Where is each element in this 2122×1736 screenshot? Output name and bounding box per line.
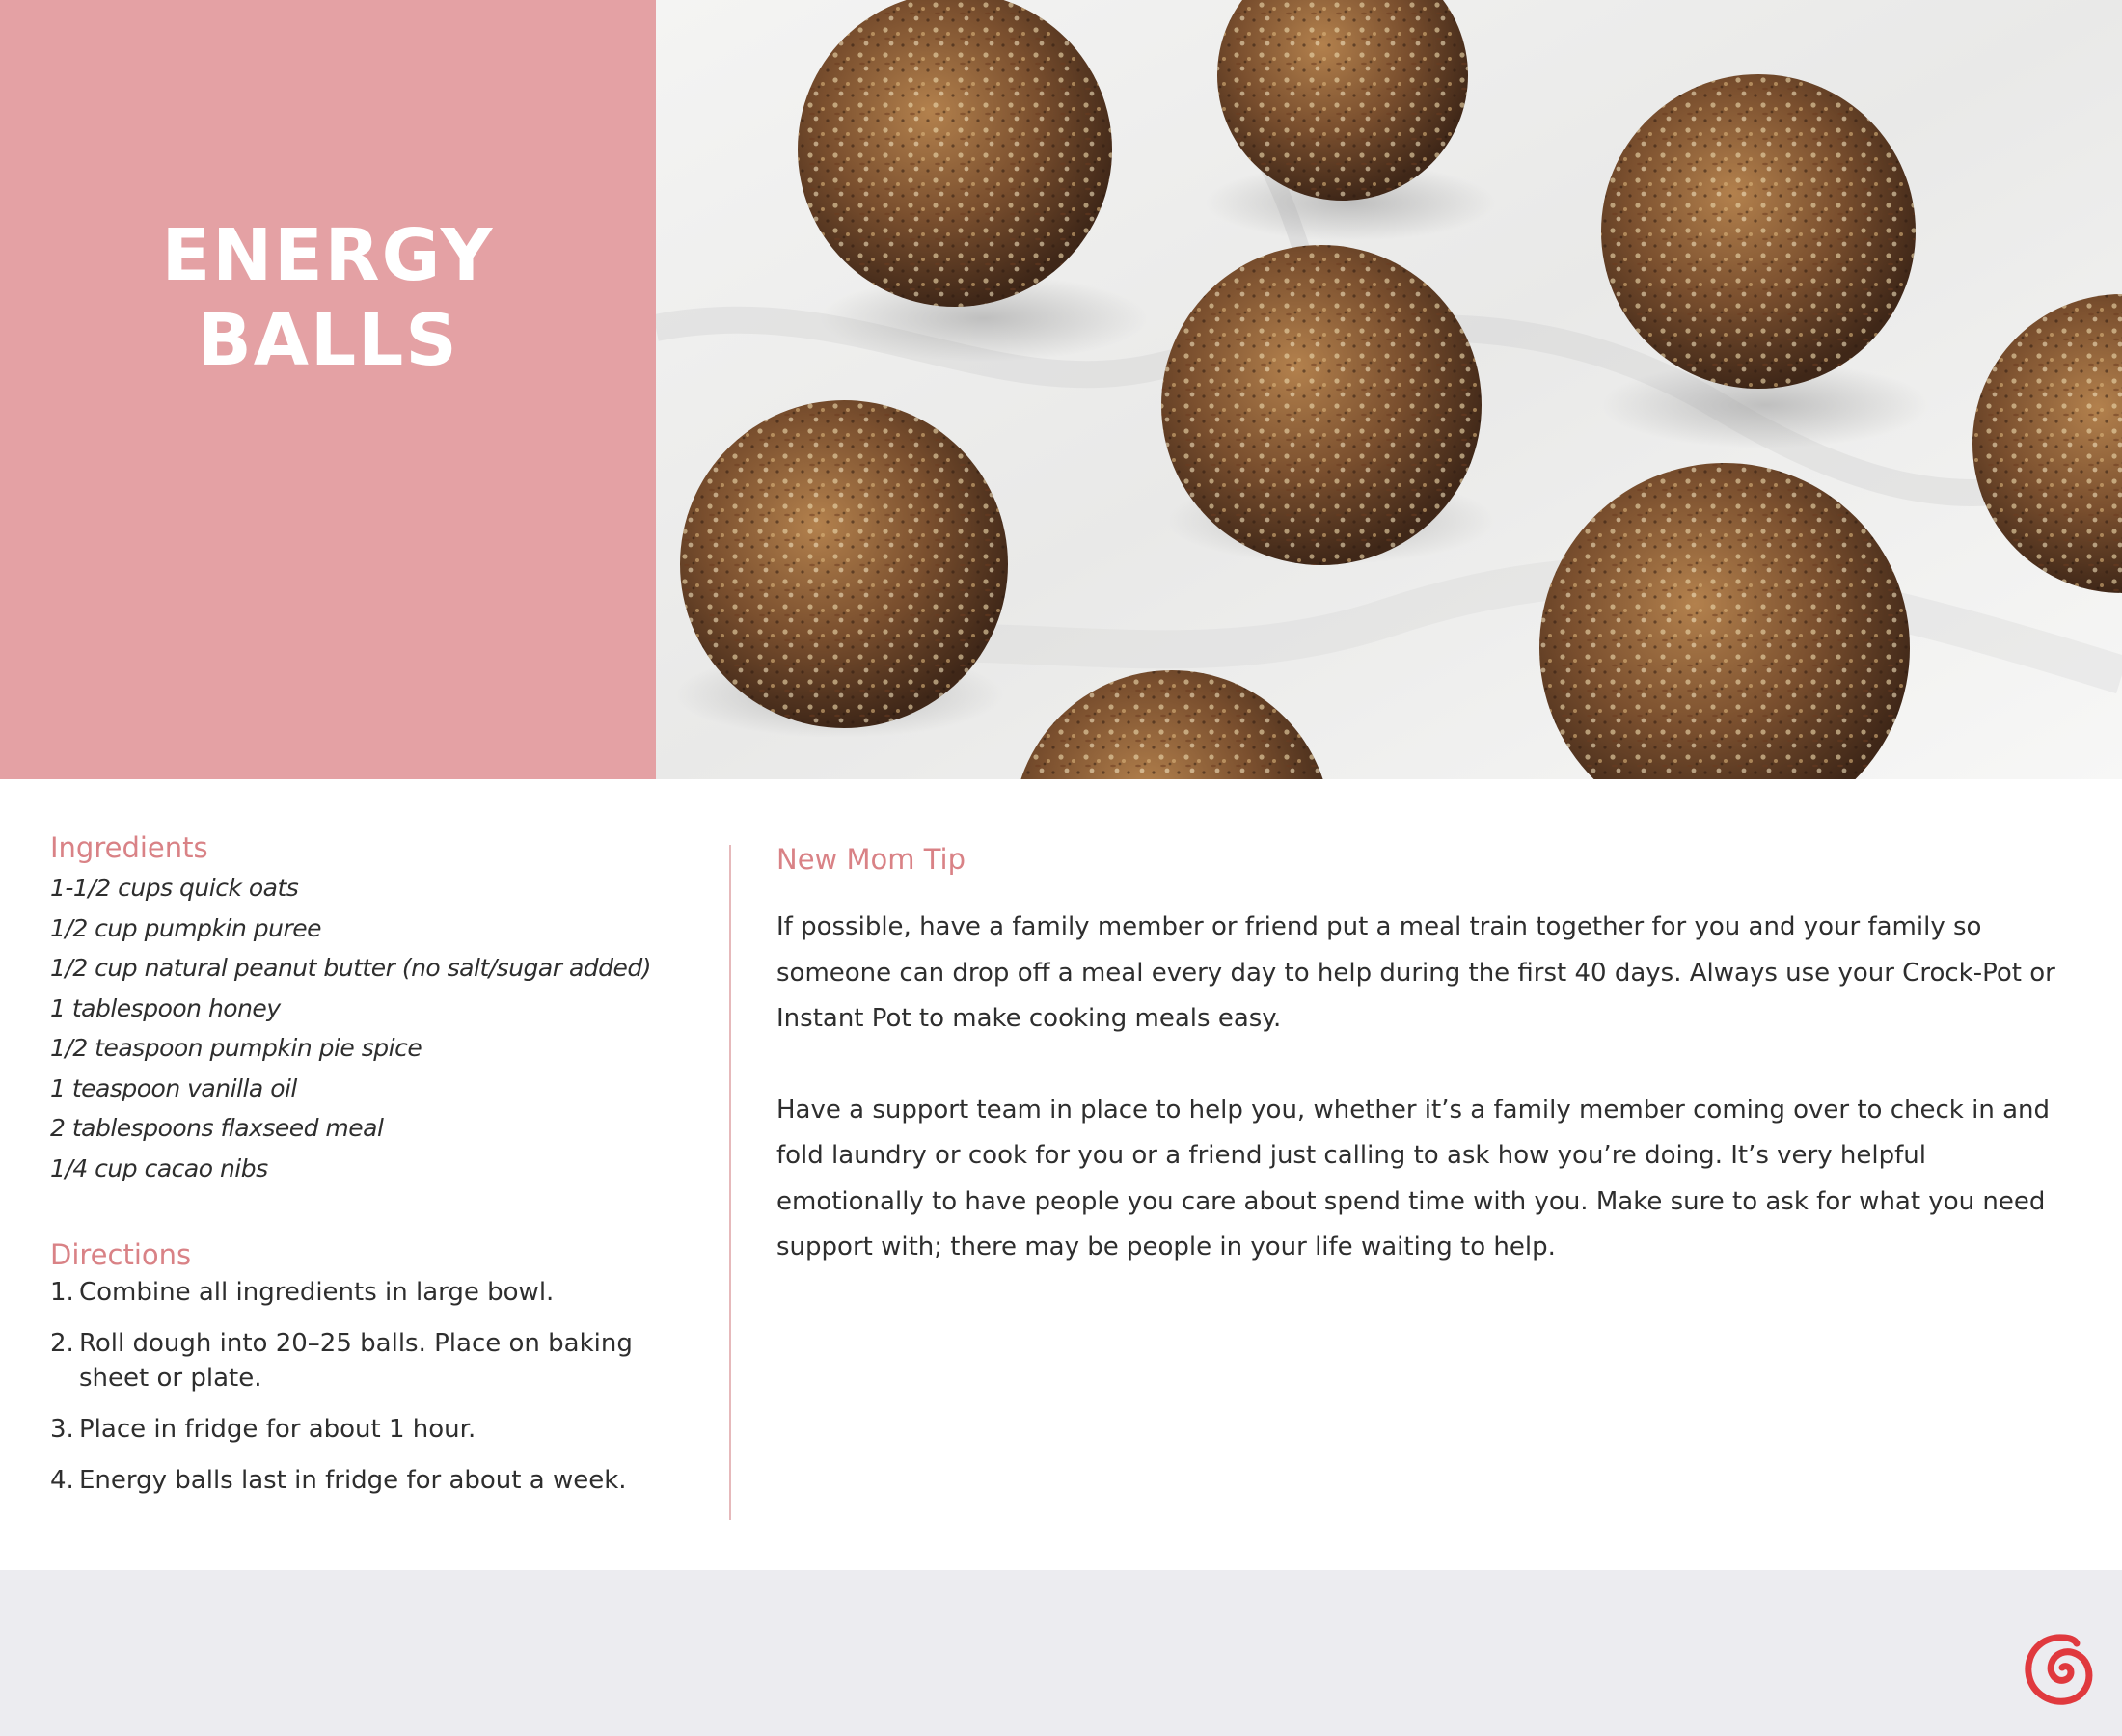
- step-text: Place in fridge for about 1 hour.: [79, 1415, 476, 1444]
- ingredient-item: 1/4 cup cacao nibs: [50, 1153, 268, 1182]
- right-column: [776, 843, 2069, 1316]
- step-number: 3.: [50, 1415, 74, 1444]
- directions-heading: Directions: [50, 1238, 192, 1271]
- energy-ball: [1161, 245, 1482, 565]
- step-text: Roll dough into 20–25 balls. Place on baking sheet or plate.: [79, 1329, 633, 1393]
- ingredient-item: 1/2 cup pumpkin puree: [50, 913, 321, 942]
- step-number: 2.: [50, 1329, 74, 1358]
- ingredients-heading: Ingredients: [50, 831, 208, 864]
- direction-step: [50, 1412, 667, 1447]
- column-divider: [729, 845, 731, 1520]
- step-number: 1.: [50, 1278, 74, 1307]
- directions-list: [50, 1275, 667, 1498]
- energy-ball: [680, 400, 1008, 728]
- left-column: [50, 831, 667, 1514]
- swirl-logo-icon: [2021, 1632, 2098, 1709]
- step-text: Energy balls last in fridge for about a week.: [79, 1466, 627, 1495]
- direction-step: [50, 1275, 667, 1310]
- recipe-title: [162, 213, 495, 383]
- energy-balls-photo: [656, 0, 2122, 779]
- recipe-title-line-2: BALLS: [197, 299, 459, 382]
- tip-heading: New Mom Tip: [776, 843, 966, 876]
- tip-paragraph: If possible, have a family member or friend put a meal train together for you and your family so someone can drop off a meal every day to help during the first 40 days. Always use your Crock-Pot or Instant Pot to make cooking meals easy.: [776, 912, 2055, 1033]
- tip-paragraph: Have a support team in place to help you, whether it’s a family member coming over to check in and fold laundry or cook for you or a friend just calling to ask how you’re doing. It’s very helpful emotionally to have people you care about spend time with you. Make sure to ask for what you need support with; there may be people in your life waiting to help.: [776, 1095, 2050, 1261]
- step-text: Combine all ingredients in large bowl.: [79, 1278, 555, 1307]
- ingredient-item: 2 tablespoons flaxseed meal: [50, 1114, 384, 1142]
- title-block: [0, 0, 656, 779]
- ingredient-item: 1-1/2 cups quick oats: [50, 874, 299, 902]
- footer-band: [0, 1570, 2122, 1736]
- energy-ball: [798, 0, 1112, 307]
- ingredient-item: 1 teaspoon vanilla oil: [50, 1073, 297, 1102]
- ingredient-item: 1/2 cup natural peanut butter (no salt/sugar added): [50, 954, 652, 982]
- recipe-title-line-1: ENERGY: [161, 214, 495, 297]
- step-number: 4.: [50, 1466, 74, 1495]
- ingredient-item: 1/2 teaspoon pumpkin pie spice: [50, 1034, 422, 1062]
- direction-step: [50, 1463, 667, 1498]
- direction-step: [50, 1326, 667, 1396]
- energy-ball: [1601, 74, 1916, 389]
- ingredients-list: [50, 868, 667, 1188]
- ingredient-item: 1 tablespoon honey: [50, 993, 281, 1022]
